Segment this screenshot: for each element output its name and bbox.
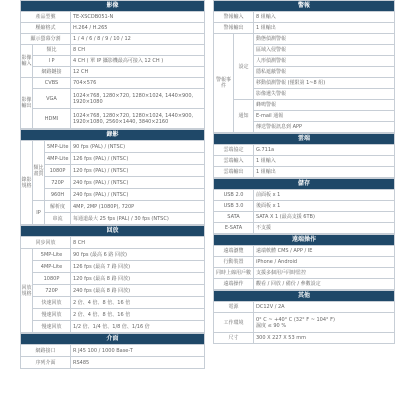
- vga-label: VGA: [33, 89, 71, 109]
- playback-row-value: 2 倍、4 倍、8 倍、16 倍: [71, 309, 205, 321]
- hdmi-value-line2: 1920×1080, 2560×1440, 3840×2160: [73, 118, 169, 125]
- playback-row-label: 快速回放: [33, 297, 71, 309]
- playback-row-value: 126 fps (最高 7 路 回放): [71, 261, 205, 273]
- cvbs-value: 704×576: [71, 78, 205, 89]
- playback-row-label: 720P: [33, 285, 71, 297]
- record-table: [20, 129, 205, 225]
- remote-view-label: 遠端瀏覽: [214, 246, 254, 257]
- alarm-event-item: 隱私遮蔽警報: [254, 67, 395, 78]
- playback-table: [20, 225, 205, 333]
- video-header: 影像: [21, 1, 205, 12]
- model-value: TE-XSCDB051-N: [71, 12, 205, 23]
- alarm-event-item: 區域入侵警報: [254, 45, 395, 56]
- resolution-value: 4MP, 2MP (1080P), 720P: [71, 201, 205, 213]
- interface-header: 介面: [21, 334, 205, 345]
- size-label: 尺寸: [214, 333, 254, 344]
- network-link-value: 12 CH: [71, 67, 205, 78]
- serial-port-label: 序列介面: [21, 357, 71, 369]
- sata-label: SATA: [214, 212, 254, 223]
- ip-value: 4 CH ( 單 IP 攝影機最高可接入 12 CH ): [71, 56, 205, 67]
- streaming-value: 每通道最大 25 fps (PAL) / 30 fps (NTSC): [71, 213, 205, 225]
- mobile-label: 行動裝置: [214, 257, 254, 268]
- remote-ops-value: 觀看 / 回放 / 備份 / 參數設定: [254, 279, 395, 290]
- other-table: [213, 290, 395, 344]
- record-row-value: 90 fps (PAL) / (NTSC): [71, 141, 205, 153]
- split-value: 1 / 4 / 6 / 8 / 9 / 10 / 12: [71, 34, 205, 45]
- playback-row-value: 1/2 倍、1/4 倍、1/8 倍、1/16 倍: [71, 321, 205, 333]
- playback-row-label: 5MP-Lite: [33, 249, 71, 261]
- playback-row-label: 4MP-Lite: [33, 261, 71, 273]
- alarm-input-label: 警報輸入: [214, 12, 254, 23]
- ip-record-group: IP: [33, 201, 45, 225]
- playback-row-value: 120 fps (最高 8 路 回放): [71, 273, 205, 285]
- other-header: 其他: [214, 291, 395, 302]
- alarm-event-item: 影像遺失警報: [254, 89, 395, 100]
- compression-value: H.264 / H.265: [71, 23, 205, 34]
- cvbs-label: CVBS: [33, 78, 71, 89]
- alarm-output-label: 警報輸出: [214, 23, 254, 34]
- vga-value-line2: 1920×1080: [73, 98, 103, 105]
- network-port-label: 網路接口: [21, 345, 71, 357]
- remote-view-value: 遠端軟體 CMS / APP / IE: [254, 246, 395, 257]
- power-value: DC12V / 2A: [254, 302, 395, 313]
- alarm-setup-group: 設定: [234, 34, 254, 100]
- alarm-notify-group: 通知: [234, 100, 254, 133]
- sync-playback-value: 8 CH: [71, 237, 205, 249]
- cloud-header: 雲端: [214, 134, 395, 145]
- compression-label: 壓縮格式: [21, 23, 71, 34]
- sync-playback-label: 同步回放: [21, 237, 71, 249]
- analog-value: 8 CH: [71, 45, 205, 56]
- usb3-value: 後面板 x 1: [254, 201, 395, 212]
- alarm-event-item: 動態偵測警報: [254, 34, 395, 45]
- alarm-header: 警報: [214, 1, 395, 12]
- environment-label: 工作環境: [214, 313, 254, 333]
- record-row-value: 240 fps (PAL) / (NTSC): [71, 177, 205, 189]
- concurrent-users-label: 同時上線用戶數: [214, 268, 254, 279]
- record-row-label: 720P: [45, 177, 71, 189]
- remote-table: [213, 234, 395, 290]
- playback-spec-group: 回放規格: [21, 249, 33, 333]
- analog-quality-group: 類比畫質: [33, 141, 45, 201]
- usb3-label: USB 3.0: [214, 201, 254, 212]
- environment-temp: 0° C ~ +40° C (32° F ~ 104° F): [256, 316, 335, 323]
- ip-label: I P: [33, 56, 71, 67]
- record-spec-group: 錄影規格: [21, 141, 33, 225]
- sata-value: SATA X 1 (最高支援 6TB): [254, 212, 395, 223]
- playback-row-label: 慢速回放: [33, 309, 71, 321]
- alarm-notify-item: E-mail 通報: [254, 111, 395, 122]
- right-spec-column: [213, 0, 395, 344]
- record-row-value: 120 fps (PAL) / (NTSC): [71, 165, 205, 177]
- alarm-event-group: 警報事件: [214, 34, 234, 133]
- vga-value-line1: 1024×768, 1280×720, 1280×1024, 1440×900,: [73, 92, 194, 99]
- interface-table: [20, 333, 205, 369]
- size-value: 300 X 227 X 53 mm: [254, 333, 395, 344]
- environment-humidity: 濕度 ≤ 90 %: [256, 322, 287, 329]
- remote-ops-label: 遠端操作: [214, 279, 254, 290]
- network-link-label: 網路鏈接: [33, 67, 71, 78]
- record-row-label: 1080P: [45, 165, 71, 177]
- alarm-output-value: 1 組輸出: [254, 23, 395, 34]
- concurrent-users-value: 支援多個用戶同時監控: [254, 268, 395, 279]
- alarm-notify-item: 傳送警報訊息到 APP: [254, 122, 395, 133]
- resolution-label: 解析度: [45, 201, 71, 213]
- cloud-input-value: 1 組輸入: [254, 156, 395, 167]
- playback-row-label: 1080P: [33, 273, 71, 285]
- storage-table: [213, 178, 395, 234]
- cloud-input-label: 雲端輸入: [214, 156, 254, 167]
- cloud-protocol-value: G.711a: [254, 145, 395, 156]
- model-label: 產品型號: [21, 12, 71, 23]
- remote-header: 遠端操作: [214, 235, 395, 246]
- mobile-value: iPhone / Android: [254, 257, 395, 268]
- hdmi-value-line1: 1024×768, 1280×720, 1280×1024, 1440×900,: [73, 112, 194, 119]
- streaming-label: 串流: [45, 213, 71, 225]
- cloud-output-value: 1 組輸出: [254, 167, 395, 178]
- record-row-value: 126 fps (PAL) / (NTSC): [71, 153, 205, 165]
- playback-row-value: 90 fps (最高 6 路 回放): [71, 249, 205, 261]
- hdmi-label: HDMI: [33, 109, 71, 129]
- usb2-value: 前面板 x 1: [254, 190, 395, 201]
- esata-value: 不支援: [254, 223, 395, 234]
- alarm-notify-item: 蜂鳴警報: [254, 100, 395, 111]
- network-port-value: R J45 100 / 1000 Base-T: [71, 345, 205, 357]
- record-row-value: 240 fps (PAL) / (NTSC): [71, 189, 205, 201]
- playback-row-label: 慢速回放: [33, 321, 71, 333]
- video-input-group: 影像輸入: [21, 45, 33, 78]
- cloud-table: [213, 133, 395, 178]
- playback-header: 回放: [21, 226, 205, 237]
- left-spec-column: [20, 0, 205, 369]
- alarm-event-item: 移動偵測警報 (僅限第 1~8 組): [254, 78, 395, 89]
- power-label: 電源: [214, 302, 254, 313]
- alarm-event-item: 人形偵測警報: [254, 56, 395, 67]
- split-label: 顯示螢幕分割: [21, 34, 71, 45]
- serial-port-value: RS485: [71, 357, 205, 369]
- record-header: 錄影: [21, 130, 205, 141]
- video-table: [20, 0, 205, 129]
- record-row-label: 5MP-Lite: [45, 141, 71, 153]
- analog-label: 類比: [33, 45, 71, 56]
- alarm-input-value: 8 組輸入: [254, 12, 395, 23]
- storage-header: 儲存: [214, 179, 395, 190]
- esata-label: E-SATA: [214, 223, 254, 234]
- record-row-label: 4MP-Lite: [45, 153, 71, 165]
- cloud-output-label: 雲端輸出: [214, 167, 254, 178]
- playback-row-value: 240 fps (最高 8 路 回放): [71, 285, 205, 297]
- playback-row-value: 2 倍、4 倍、8 倍、16 倍: [71, 297, 205, 309]
- alarm-table: [213, 0, 395, 133]
- record-row-label: 960H: [45, 189, 71, 201]
- video-output-group: 影像輸出: [21, 78, 33, 129]
- cloud-protocol-label: 雲端協定: [214, 145, 254, 156]
- usb2-label: USB 2.0: [214, 190, 254, 201]
